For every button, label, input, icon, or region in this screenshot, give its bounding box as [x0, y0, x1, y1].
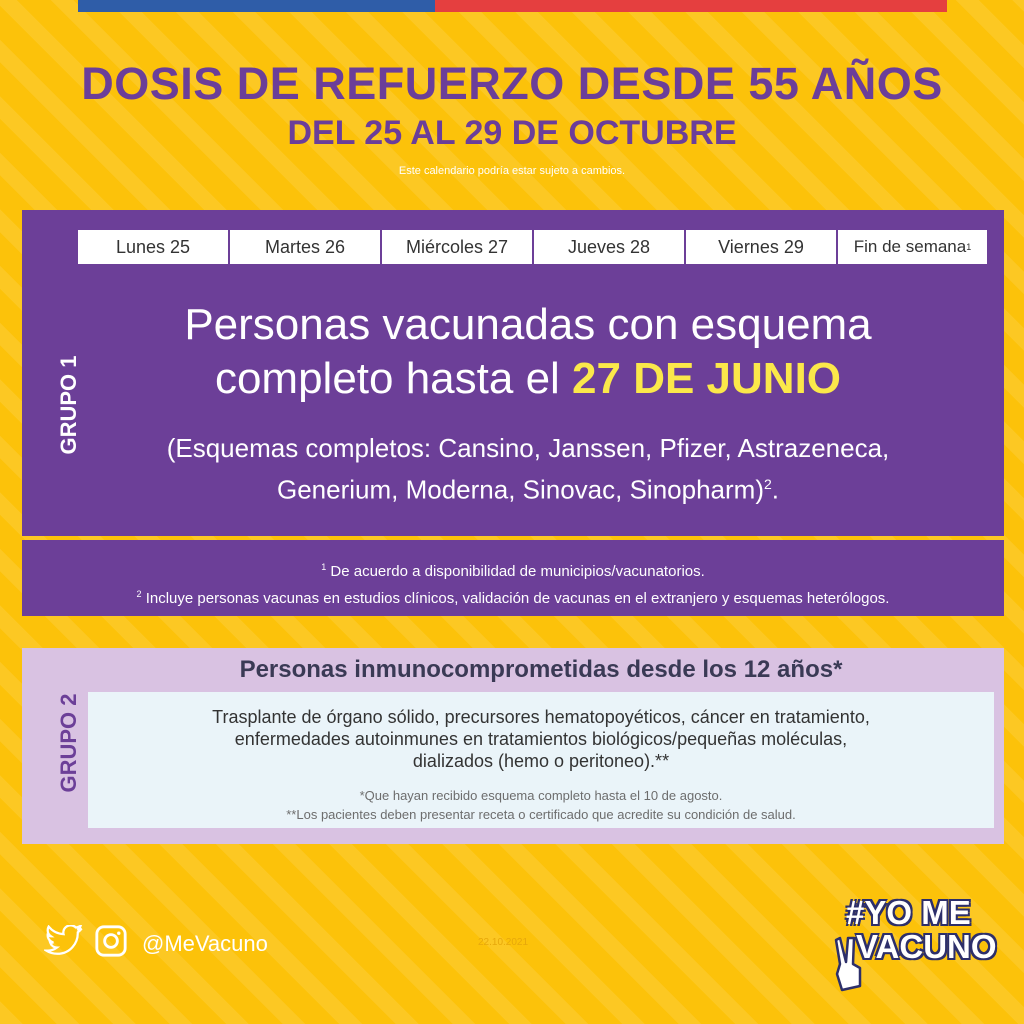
badge-line2: VACUNO	[856, 928, 997, 965]
footnote-1-text: De acuerdo a disponibilidad de municipios/vacunatorios.	[330, 563, 705, 580]
group1-sub-line1: (Esquemas completos: Cansino, Janssen, Pfizer, Astrazeneca,	[166, 433, 890, 463]
weekend-label: Fin de semana	[853, 237, 967, 256]
group2-panel	[22, 648, 1004, 844]
footnote-2-text: Incluye personas vacunas en estudios clínicos, validación de vacunas en el extranjero y esquemas heterólogos.	[145, 590, 890, 607]
page-subtitle: DEL 25 AL 29 DE OCTUBRE	[287, 114, 737, 152]
group1-label: GRUPO 1	[56, 355, 81, 455]
social-handle[interactable]: @MeVacuno	[142, 930, 268, 956]
group1-main-line2	[78, 352, 978, 406]
footnote-2-mark: 2	[136, 589, 142, 599]
group2-line-3: dializados (hemo o peritoneo).**	[412, 751, 670, 771]
group2-label: GRUPO 2	[56, 693, 81, 793]
flag-stripe-blue	[78, 0, 435, 12]
group2-line-2: enfermedades autoinmunes en tratamientos biológicos/pequeñas moléculas,	[234, 729, 848, 749]
group2-conditions	[88, 692, 994, 772]
group2-note-1: *Que hayan recibido esquema completo hasta el 10 de agosto.	[359, 788, 723, 803]
group1-sub-line2-wrap	[78, 466, 978, 508]
group2-notes	[88, 786, 994, 824]
badge-line1: #YO ME	[846, 894, 971, 931]
footnotes-band	[22, 540, 1004, 616]
weekend-footnote-mark: 1	[966, 242, 972, 252]
disclaimer-text: Este calendario podría estar sujeto a cambios.	[398, 165, 626, 177]
peace-hand-icon	[834, 934, 864, 994]
group1-main-line1: Personas vacunadas con esquema	[184, 300, 872, 349]
group2-details-box	[88, 692, 994, 828]
social-links	[44, 924, 268, 963]
flag-stripe-red	[435, 0, 947, 12]
group1-main-line2-prefix: completo hasta el	[214, 354, 573, 403]
publish-date: 22.10.2021	[478, 937, 529, 948]
group2-note-2: **Los pacientes deben presentar receta o certificado que acredite su condición de salud.	[286, 807, 796, 822]
group2-title: Personas inmunocomprometidas desde los 12 años*	[239, 656, 843, 683]
day-cell-wednesday: Miércoles 27	[382, 230, 532, 264]
group1-sub-end: .	[771, 474, 780, 505]
footnote-2	[22, 583, 1004, 610]
day-cell-monday: Lunes 25	[78, 230, 228, 264]
yo-me-vacuno-logo	[834, 890, 997, 1000]
twitter-icon[interactable]	[44, 925, 84, 962]
group1-main-text	[78, 298, 978, 406]
group1-panel	[22, 210, 1004, 536]
group1-date-highlight: 27 DE JUNIO	[572, 354, 842, 403]
day-cell-tuesday: Martes 26	[230, 230, 380, 264]
day-cell-weekend	[838, 230, 987, 264]
group1-schemes-text	[78, 430, 978, 508]
footnote-1-mark: 1	[321, 562, 327, 572]
instagram-icon[interactable]	[94, 924, 128, 963]
group2-line-1: Trasplante de órgano sólido, precursores hematopoyéticos, cáncer en tratamiento,	[212, 707, 870, 727]
day-cell-thursday: Jueves 28	[534, 230, 684, 264]
days-row	[78, 230, 987, 264]
group1-sub-line2: Generium, Moderna, Sinovac, Sinopharm)	[276, 474, 764, 505]
footnote-1	[22, 556, 1004, 583]
group1-sub-footnote-mark: 2	[763, 476, 772, 492]
day-cell-friday: Viernes 29	[686, 230, 836, 264]
page-title: DOSIS DE REFUERZO DESDE 55 AÑOS	[81, 58, 943, 109]
